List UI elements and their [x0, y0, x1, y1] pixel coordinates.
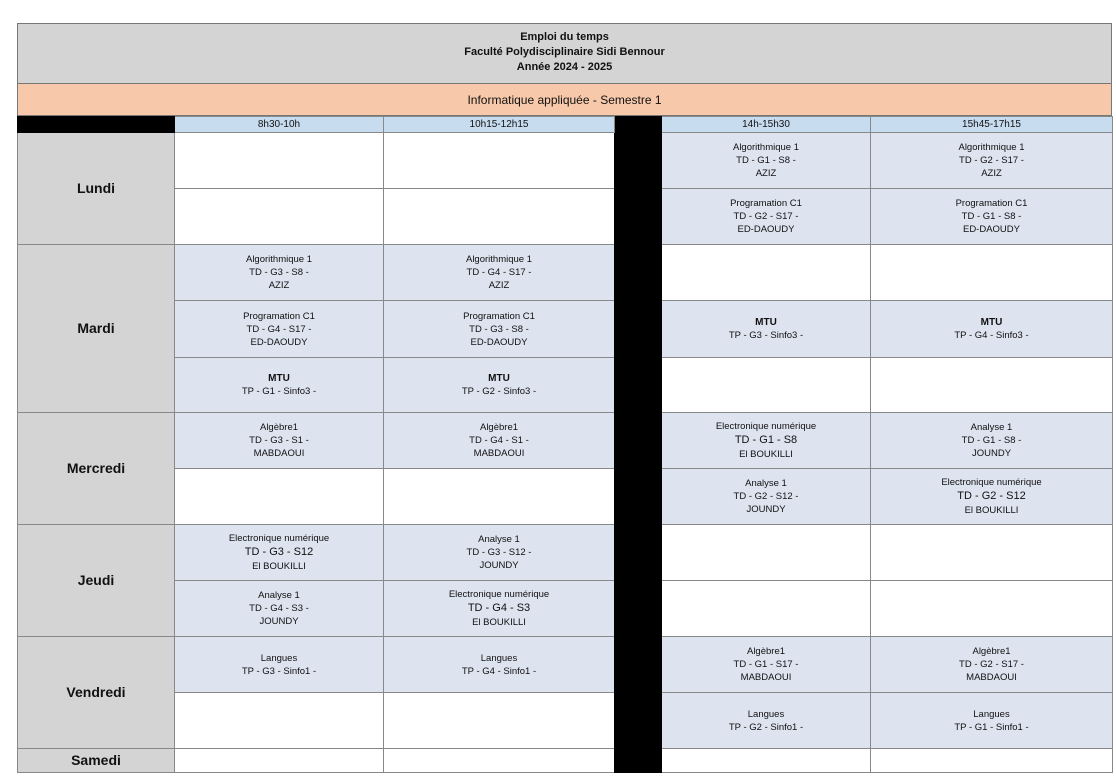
samedi-row	[18, 749, 1113, 773]
time-slot-3: 14h-15h30	[662, 117, 871, 133]
course-cell: Electronique numérique TD - G2 - S12 El BOUKILLI	[871, 469, 1113, 525]
empty-cell	[384, 693, 615, 749]
corner-cell	[18, 117, 175, 133]
empty-cell	[662, 749, 871, 773]
course-cell: Algèbre1 TD - G3 - S1 - MABDAOUI	[175, 413, 384, 469]
empty-cell	[384, 469, 615, 525]
day-jeudi: Jeudi	[18, 525, 175, 637]
empty-cell	[175, 133, 384, 189]
course-cell: MTU TP - G1 - Sinfo3 -	[175, 358, 384, 413]
program-banner: Informatique appliquée - Semestre 1	[17, 84, 1112, 116]
empty-cell	[175, 749, 384, 773]
course-cell: Algorithmique 1 TD - G2 - S17 - AZIZ	[871, 133, 1113, 189]
day-lundi: Lundi	[18, 133, 175, 245]
day-samedi: Samedi	[18, 749, 175, 773]
course-cell: MTU TP - G2 - Sinfo3 -	[384, 358, 615, 413]
header-year: Année 2024 - 2025	[516, 61, 613, 73]
course-cell: Langues TP - G3 - Sinfo1 -	[175, 637, 384, 693]
course-cell: Algèbre1 TD - G4 - S1 - MABDAOUI	[384, 413, 615, 469]
empty-cell	[175, 189, 384, 245]
course-cell: Langues TP - G1 - Sinfo1 -	[871, 693, 1113, 749]
course-cell: Electronique numérique TD - G3 - S12 El BOUKILLI	[175, 525, 384, 581]
mardi-row-2	[18, 301, 1113, 358]
lundi-row-1	[18, 133, 1113, 189]
course-cell: Algèbre1 TD - G1 - S17 - MABDAOUI	[662, 637, 871, 693]
empty-cell	[384, 189, 615, 245]
lunch-separator	[615, 117, 662, 773]
course-cell: Programation C1 TD - G1 - S8 - ED-DAOUDY	[871, 189, 1113, 245]
jeudi-row-2	[18, 581, 1113, 637]
course-cell: Analyse 1 TD - G1 - S8 - JOUNDY	[871, 413, 1113, 469]
course-cell: Algorithmique 1 TD - G1 - S8 - AZIZ	[662, 133, 871, 189]
empty-cell	[871, 525, 1113, 581]
course-cell: Programation C1 TD - G3 - S8 - ED-DAOUDY	[384, 301, 615, 358]
empty-cell	[662, 358, 871, 413]
course-cell: Algèbre1 TD - G2 - S17 - MABDAOUI	[871, 637, 1113, 693]
vendredi-row-2	[18, 693, 1113, 749]
lundi-row-2	[18, 189, 1113, 245]
course-cell: Langues TP - G4 - Sinfo1 -	[384, 637, 615, 693]
course-cell: Electronique numérique TD - G4 - S3 El BOUKILLI	[384, 581, 615, 637]
course-cell: Programation C1 TD - G2 - S17 - ED-DAOUDY	[662, 189, 871, 245]
time-slot-1: 8h30-10h	[175, 117, 384, 133]
course-cell: Programation C1 TD - G4 - S17 - ED-DAOUDY	[175, 301, 384, 358]
empty-cell	[871, 358, 1113, 413]
time-slot-4: 15h45-17h15	[871, 117, 1113, 133]
course-cell: Analyse 1 TD - G3 - S12 - JOUNDY	[384, 525, 615, 581]
time-header-row	[18, 117, 1113, 133]
timetable-page	[17, 23, 1112, 773]
course-cell: MTU TP - G3 - Sinfo3 -	[662, 301, 871, 358]
header-faculty: Faculté Polydisciplinaire Sidi Bennour	[464, 46, 665, 58]
mercredi-row-1	[18, 413, 1113, 469]
course-cell: Algorithmique 1 TD - G3 - S8 - AZIZ	[175, 245, 384, 301]
mardi-row-3	[18, 358, 1113, 413]
vendredi-row-1	[18, 637, 1113, 693]
time-slot-2: 10h15-12h15	[384, 117, 615, 133]
day-vendredi: Vendredi	[18, 637, 175, 749]
course-cell: MTU TP - G4 - Sinfo3 -	[871, 301, 1113, 358]
empty-cell	[384, 133, 615, 189]
empty-cell	[662, 581, 871, 637]
jeudi-row-1	[18, 525, 1113, 581]
course-cell: Analyse 1 TD - G2 - S12 - JOUNDY	[662, 469, 871, 525]
day-mercredi: Mercredi	[18, 413, 175, 525]
empty-cell	[175, 693, 384, 749]
mardi-row-1	[18, 245, 1113, 301]
empty-cell	[871, 581, 1113, 637]
empty-cell	[175, 469, 384, 525]
empty-cell	[662, 245, 871, 301]
document-header	[17, 23, 1112, 84]
mercredi-row-2	[18, 469, 1113, 525]
course-cell: Algorithmique 1 TD - G4 - S17 - AZIZ	[384, 245, 615, 301]
empty-cell	[871, 245, 1113, 301]
course-cell: Analyse 1 TD - G4 - S3 - JOUNDY	[175, 581, 384, 637]
course-cell: Langues TP - G2 - Sinfo1 -	[662, 693, 871, 749]
course-cell: Electronique numérique TD - G1 - S8 El BOUKILLI	[662, 413, 871, 469]
header-title: Emploi du temps	[520, 31, 609, 43]
empty-cell	[384, 749, 615, 773]
empty-cell	[871, 749, 1113, 773]
timetable	[17, 116, 1113, 773]
empty-cell	[662, 525, 871, 581]
day-mardi: Mardi	[18, 245, 175, 413]
